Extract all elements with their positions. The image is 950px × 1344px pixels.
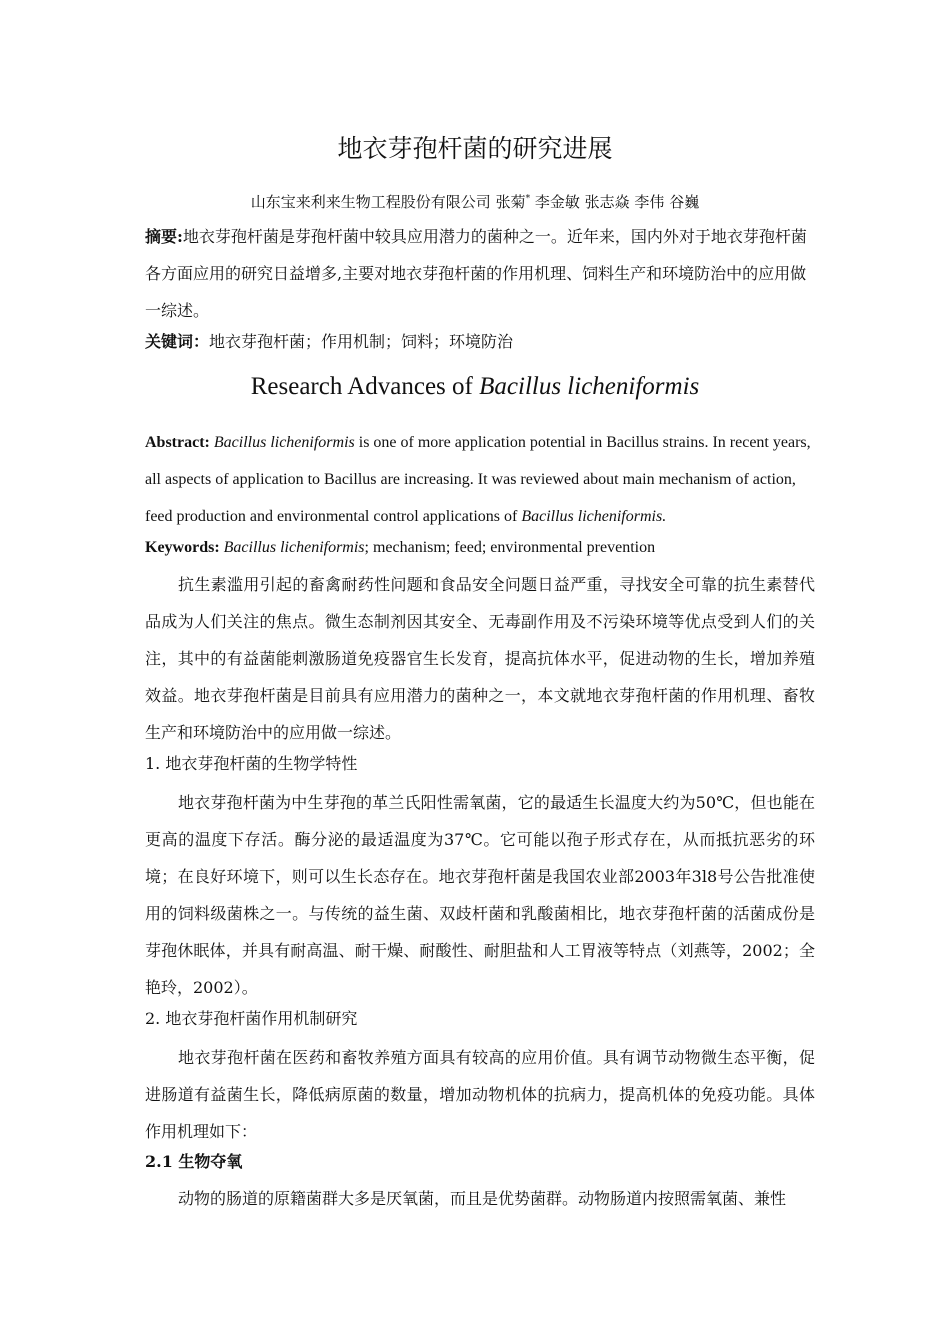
keywords-en — [145, 536, 815, 560]
abstract-cn — [145, 218, 815, 329]
abstract-en-label: Abstract: — [145, 434, 210, 451]
abstract-en-species: Bacillus licheniformis — [213, 434, 355, 451]
abstract-en — [145, 424, 815, 535]
keywords-en-text: ; mechanism; feed; environmental prevention — [364, 539, 656, 556]
section-2-paragraph: 地衣芽孢杆菌在医药和畜牧养殖方面具有较高的应用价值。具有调节动物微生态平衡，促进肠道有益菌生长，降低病原菌的数量，增加动物机体的抗病力，提高机体的免疫功能。具体作用机理如下： — [145, 1048, 815, 1141]
abstract-cn-label: 摘要: — [145, 227, 183, 246]
corresponding-mark: * — [525, 194, 531, 204]
paper-title-cn: 地衣芽孢杆菌的研究进展 — [337, 134, 613, 163]
keywords-en-species: Bacillus licheniformis — [223, 539, 365, 556]
section-1-paragraph: 地衣芽孢杆菌为中生芽孢的革兰氏阳性需氧菌，它的最适生长温度大约为50℃，但也能在更高的温度下存活。酶分泌的最适温度为37℃。它可能以孢子形式存在，从而抵抗恶劣的环境；在良好环境下，则可以生长态存在。地衣芽孢杆菌是我国农业部2003年3l8号公告批准使用的饲料级菌株之一。与传统的益生菌、双歧杆菌和乳酸菌相比，地衣芽孢杆菌的活菌成份是芽孢休眠体，并具有耐高温、耐干燥、耐酸性、耐胆盐和人工胃液等特点（刘燕等，2002；全艳玲，2002）。 — [145, 793, 815, 997]
section-2-1-paragraph: 动物的肠道的原籍菌群大多是厌氧菌，而且是优势菌群。动物肠道内按照需氧菌、兼性 — [178, 1189, 787, 1208]
co-authors: 李金敏 张志焱 李伟 谷巍 — [534, 193, 700, 211]
keywords-cn-text: 地衣芽孢杆菌；作用机制；饲料；环境防治 — [209, 332, 514, 351]
title-en-species: Bacillus licheniformis — [479, 373, 700, 400]
paper-title-en — [0, 370, 950, 404]
section-2-1-heading: 2.1 生物夺氧 — [145, 1152, 243, 1171]
intro-paragraph: 抗生素滥用引起的畜禽耐药性问题和食品安全问题日益严重，寻找安全可靠的抗生素替代品成为人们关注的焦点。微生态制剂因其安全、无毒副作用及不污染环境等优点受到人们的关注，其中的有益菌能刺激肠道免疫器官生长发育，提高抗体水平，促进动物的生长，增加养殖效益。地衣芽孢杆菌是目前具有应用潜力的菌种之一，本文就地衣芽孢杆菌的作用机理、畜牧生产和环境防治中的应用做一综述。 — [145, 575, 815, 742]
author-line — [0, 188, 950, 213]
abstract-cn-text: 地衣芽孢杆菌是芽孢杆菌中较具应用潜力的菌种之一。近年来，国内外对于地衣芽孢杆菌各方面应用的研究日益增多,主要对地衣芽孢杆菌的作用机理、饲料生产和环境防治中的应用做一综述。 — [145, 227, 807, 320]
keywords-cn-label: 关键词： — [145, 332, 210, 351]
section-1-heading: 1. 地衣芽孢杆菌的生物学特性 — [145, 754, 358, 773]
title-en-prefix: Research Advances of — [250, 373, 480, 400]
affiliation: 山东宝来利来生物工程股份有限公司 — [250, 193, 491, 211]
abstract-en-text: is one of more application potential in Bacillus strains. In recent years, all aspects of application to Bacillus are increasing. It was reviewed about main mechanism of action, feed production and environmental control applications of — [145, 434, 811, 525]
section-2-heading: 2. 地衣芽孢杆菌作用机制研究 — [145, 1009, 358, 1028]
keywords-en-label: Keywords: — [145, 539, 220, 556]
keywords-cn — [145, 330, 815, 354]
abstract-en-species-end: Bacillus licheniformis. — [521, 508, 667, 525]
first-author: 张菊 — [495, 193, 526, 211]
